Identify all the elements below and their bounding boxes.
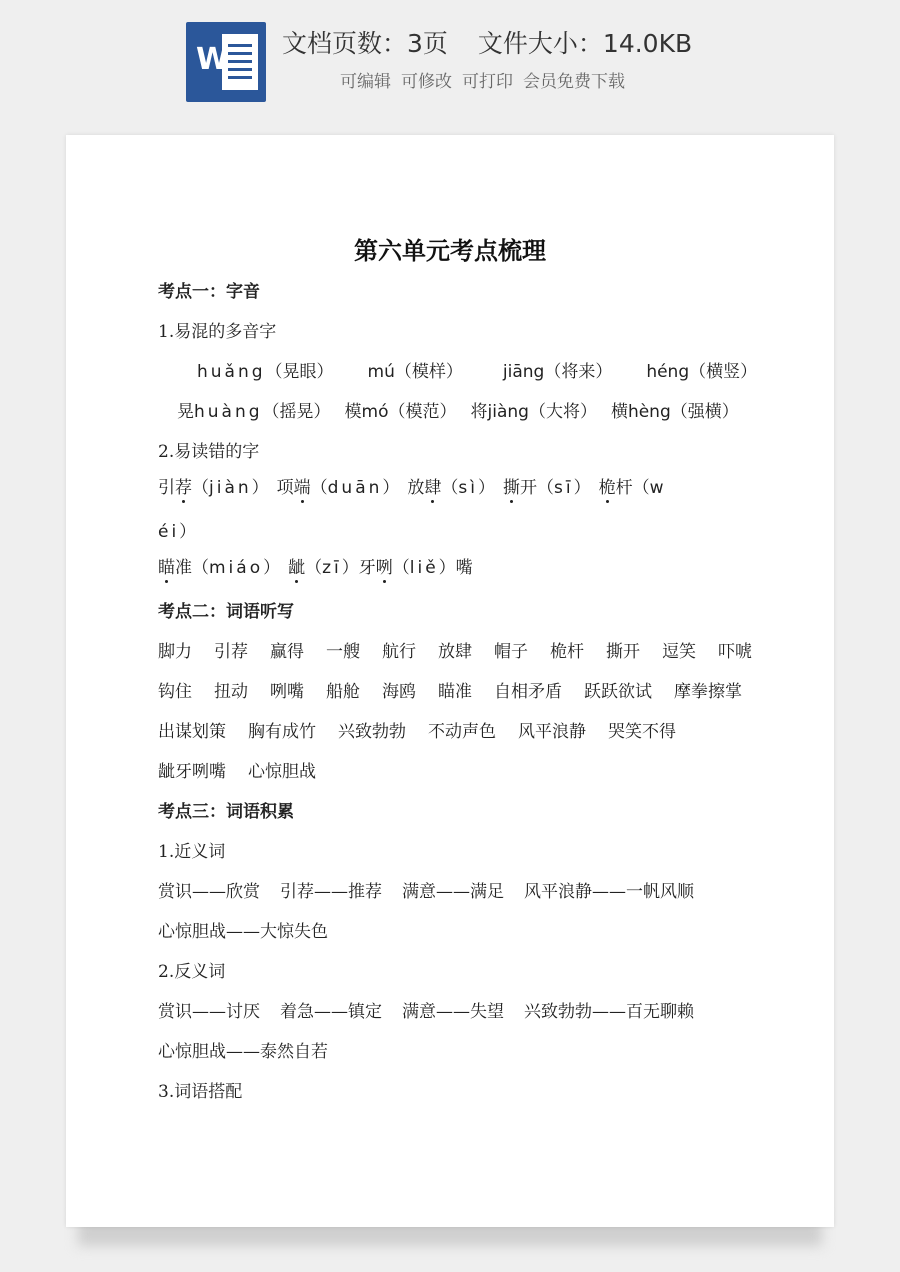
- word-item: 胸有成竹: [248, 722, 316, 742]
- word-item: 逗笑: [662, 642, 696, 662]
- pinyin: huǎng: [197, 362, 266, 382]
- paren: （: [441, 478, 459, 498]
- word-item: 心惊胆战: [248, 762, 316, 782]
- synonym-row: [158, 877, 694, 902]
- paren: ）: [382, 478, 400, 498]
- word: （模样）: [394, 362, 463, 382]
- feature-list: [340, 67, 625, 92]
- char: 嘴: [455, 558, 473, 578]
- word-item: 赏识——欣赏: [158, 882, 260, 902]
- char: 放: [407, 478, 425, 498]
- pinyin: hèng: [627, 402, 671, 422]
- word-item: 帽子: [494, 642, 528, 662]
- file-stats: [282, 24, 692, 60]
- char: 将: [470, 402, 488, 422]
- paren: ）: [478, 478, 495, 498]
- word-item: 兴致勃勃——百无聊赖: [524, 1002, 694, 1022]
- word-item: 龇牙咧嘴: [158, 762, 226, 782]
- misread-row-2: 瞄准（miáo） 龇（zī）牙咧（liě）嘴: [158, 553, 473, 578]
- word-item: 桅杆: [550, 642, 584, 662]
- page-title: 第六单元考点梳理: [354, 236, 546, 265]
- pinyin: miáo: [209, 558, 264, 578]
- word-item: 航行: [382, 642, 416, 662]
- dictation-row: [158, 677, 742, 702]
- page-count: 文档页数：3页: [282, 29, 448, 58]
- word: （模范）: [388, 402, 457, 422]
- word-item: 吓唬: [718, 642, 752, 662]
- word-item: 引荐: [214, 642, 248, 662]
- word: （大将）: [528, 402, 597, 422]
- section1-sub1: 1.易混的多音字: [158, 322, 277, 342]
- char: 项: [276, 478, 294, 498]
- char: 开: [520, 478, 537, 498]
- word-item: 撕开: [606, 642, 640, 662]
- word-item: 自相矛盾: [494, 682, 562, 702]
- word: （横竖）: [689, 362, 758, 382]
- word-item: 风平浪静: [518, 722, 586, 742]
- misread-row-1-continued: éi）: [158, 522, 200, 542]
- dictation-row: [158, 637, 752, 662]
- paren: ）: [573, 478, 591, 498]
- dotted-char: 肆: [424, 473, 441, 498]
- word-item: 风平浪静——一帆风顺: [524, 882, 694, 902]
- pinyin: huàng: [194, 402, 263, 422]
- dotted-char: 撕: [503, 473, 520, 498]
- dotted-char: 端: [294, 473, 311, 498]
- word-item: 一艘: [326, 642, 360, 662]
- word-item: 咧嘴: [270, 682, 304, 702]
- dotted-char: 咧: [376, 553, 393, 578]
- pinyin: sī: [554, 478, 574, 498]
- pinyin: jiàng: [487, 402, 529, 422]
- word: （摇晃）: [262, 402, 331, 422]
- pinyin: mó: [361, 402, 389, 422]
- word-item: 海鸥: [382, 682, 416, 702]
- synonym-row: [158, 917, 328, 942]
- word-item: 放肆: [438, 642, 472, 662]
- section1-heading: 考点一：字音: [158, 282, 260, 302]
- synonyms-subheading: 1.近义词: [158, 842, 226, 862]
- paren: （: [632, 478, 650, 498]
- word-item: 心惊胆战——泰然自若: [158, 1042, 328, 1062]
- dotted-char: 桅: [599, 473, 616, 498]
- word-logo-letter: W: [196, 42, 230, 77]
- word-item: 赢得: [270, 642, 304, 662]
- word: （将来）: [544, 362, 613, 382]
- feature-modifiable: 可修改: [401, 72, 452, 92]
- char: 晃: [177, 402, 194, 422]
- word-item: 满意——满足: [402, 882, 504, 902]
- word: （强横）: [670, 402, 739, 422]
- word-item: 心惊胆战——大惊失色: [158, 922, 328, 942]
- header: [0, 0, 900, 120]
- section1-sub2: 2.易读错的字: [158, 442, 260, 462]
- char: 模: [344, 402, 362, 422]
- pinyin: w: [649, 478, 667, 498]
- paren: （: [537, 478, 554, 498]
- pinyin: sì: [458, 478, 478, 498]
- word-item: 扭动: [214, 682, 248, 702]
- word-item: 钩住: [158, 682, 192, 702]
- antonyms-subheading: 2.反义词: [158, 962, 226, 982]
- dotted-char: 荐: [175, 473, 192, 498]
- pinyin: jiāng: [502, 362, 545, 382]
- collocation-subheading: 3.词语搭配: [158, 1082, 243, 1102]
- dictation-row: [158, 757, 316, 782]
- char: 横: [610, 402, 628, 422]
- word-item: 着急——镇定: [280, 1002, 382, 1022]
- word-item: 瞄准: [438, 682, 472, 702]
- file-size: 文件大小：14.0KB: [477, 29, 693, 58]
- pinyin: mú: [367, 362, 395, 382]
- word-item: 赏识——讨厌: [158, 1002, 260, 1022]
- char: 引: [158, 478, 175, 498]
- antonym-row: [158, 1037, 328, 1062]
- word-document-icon: [186, 22, 266, 102]
- dotted-char: 瞄: [158, 553, 175, 578]
- pinyin: liě: [409, 558, 439, 578]
- section2-heading: 考点二：词语听写: [158, 602, 294, 622]
- word-item: 引荐——推荐: [280, 882, 382, 902]
- polyphone-row-2: [177, 397, 739, 422]
- document-page: [66, 135, 834, 1227]
- char: 杆: [615, 478, 633, 498]
- feature-printable: 可打印: [462, 72, 513, 92]
- word-item: 满意——失望: [402, 1002, 504, 1022]
- word-item: 摩拳擦掌: [674, 682, 742, 702]
- misread-row-1: [158, 473, 667, 498]
- pinyin: jiàn: [209, 478, 252, 498]
- pinyin: héng: [646, 362, 690, 382]
- paren: （: [310, 478, 328, 498]
- section3-heading: 考点三：词语积累: [158, 802, 294, 822]
- word-item: 出谋划策: [158, 722, 226, 742]
- polyphone-row-1: [197, 357, 757, 382]
- word-item: 船舱: [326, 682, 360, 702]
- paren: （: [192, 478, 209, 498]
- pinyin: duān: [327, 478, 383, 498]
- word: （晃眼）: [265, 362, 334, 382]
- word-item: 跃跃欲试: [584, 682, 652, 702]
- word-item: 哭笑不得: [608, 722, 676, 742]
- char: 准: [175, 558, 192, 578]
- paren: ）: [251, 478, 269, 498]
- pinyin: zī: [322, 558, 342, 578]
- feature-editable: 可编辑: [340, 72, 391, 92]
- feature-free-download: 会员免费下载: [523, 72, 625, 92]
- dotted-char: 龇: [288, 553, 305, 578]
- dictation-row: [158, 717, 676, 742]
- char: 牙: [358, 558, 376, 578]
- word-item: 不动声色: [428, 722, 496, 742]
- word-item: 脚力: [158, 642, 192, 662]
- antonym-row: [158, 997, 694, 1022]
- word-item: 兴致勃勃: [338, 722, 406, 742]
